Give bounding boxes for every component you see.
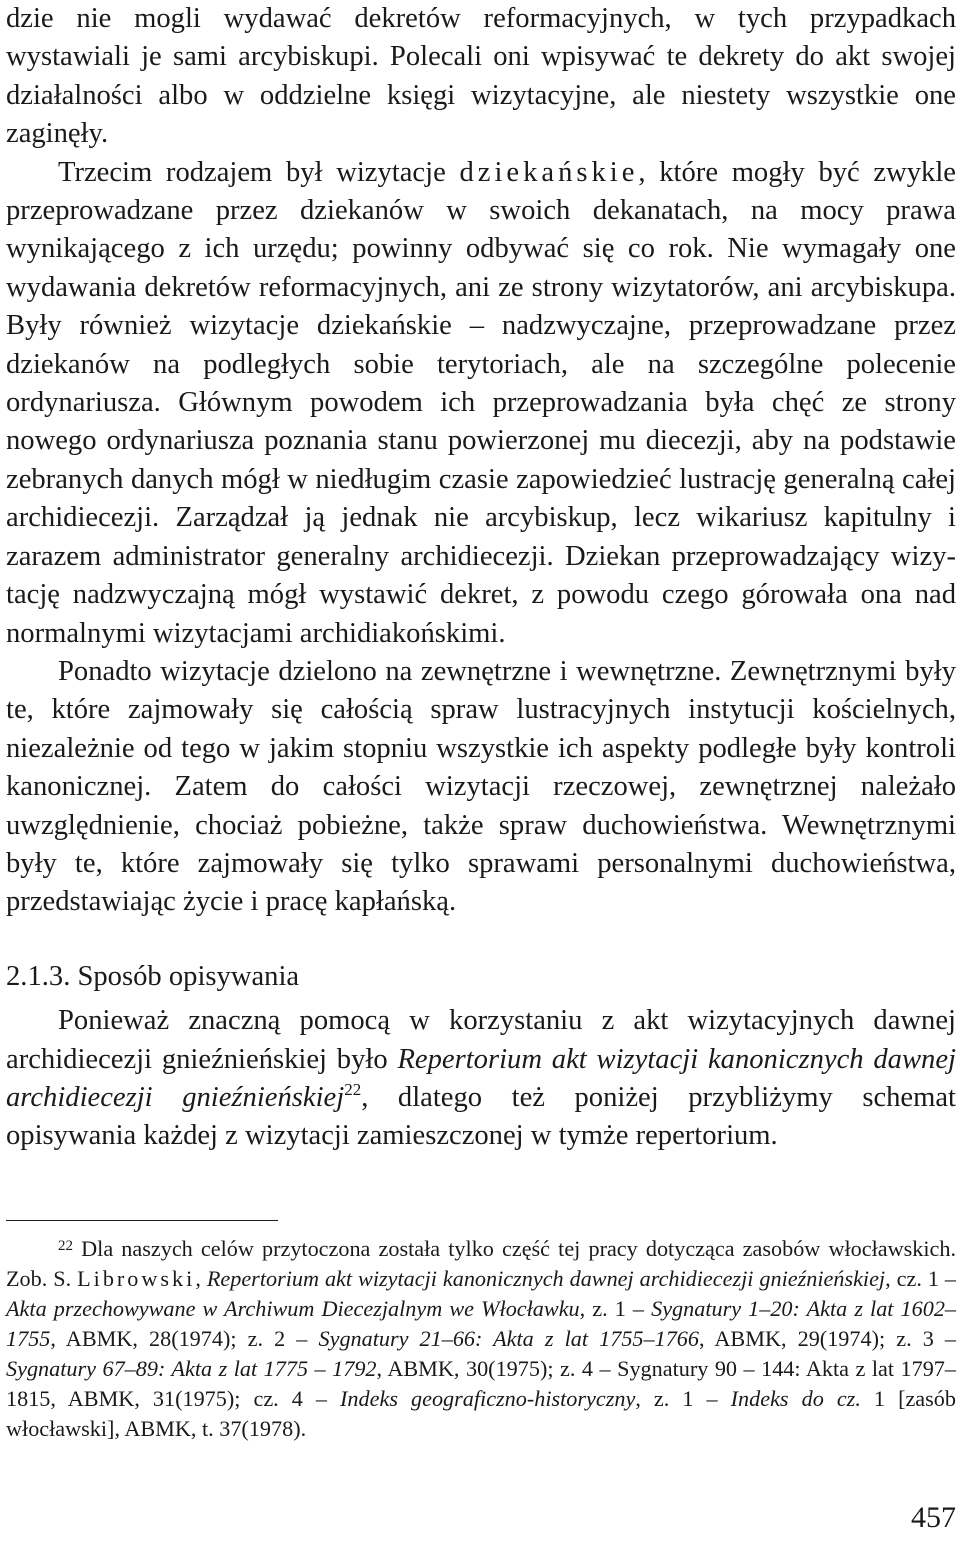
footnote-divider — [6, 1220, 278, 1221]
footnote-text: , cz. 1 – — [885, 1265, 956, 1291]
paragraph-text: Trzecim rodzajem był wizytacje — [58, 156, 460, 188]
footnote-text: , z. 1 – — [635, 1385, 731, 1411]
paragraph-text: , dlatego też poniżej przybliżymy schemat opisywania każdej z wizytacji zamieszczonej w tymże repertorium. — [6, 1081, 957, 1152]
footnote-text: , — [195, 1265, 207, 1291]
footnote-text: Dla naszych celów przytoczona została tylko część tej pracy dotycząca zasobów włocławskich. Zob. S. — [6, 1235, 956, 1291]
footnote-italic: Indeks do cz. — [730, 1385, 861, 1411]
footnote-italic: Akta przechowywane w Archiwum Diecezjalnym we Włocławku — [6, 1295, 580, 1321]
section-heading: 2.1.3. Sposób opisywania — [6, 960, 300, 992]
paragraph: Ponadto wizytacje dzielono na zewnętrzne i wewnętrzne. Zewnętrznymi były te, które zajmowały się całością spraw lustracyjnych instytucji kościelnych, niezależnie od tego w jakim stopniu wszystkie ich aspekty podległe były kontroli kanonicznej. Zatem do całości wizytacji rzeczowej, zewnętrznej należało uwzględnienie, chociaż pobieżne, także spraw duchowieństwa. Wewnętrznymi były te, które zajmowały się tylko sprawami personalnymi duchowieństwa, przedstawiając życie i pracę kapłańską. — [6, 655, 956, 918]
paragraph — [6, 154, 956, 653]
paragraph — [6, 1002, 956, 1156]
paragraph-text: Ponieważ znaczną pomocą w korzystaniu z akt wizytacyjnych dawnej archidiecezji gnieźnieńskiej było — [6, 1005, 956, 1075]
footnote-italic: Sygnatury 67–89: Akta z lat 1775 – 1792 — [6, 1355, 377, 1381]
footnote-author: Librowski — [77, 1265, 196, 1291]
body-text — [6, 0, 956, 1156]
footnote-text: , ABMK, 29(1974); z. 3 – — [698, 1325, 957, 1351]
footnote-text: 1 [zasób włocławski], ABMK, t. 37(1978). — [6, 1385, 956, 1441]
page-number: 457 — [911, 1501, 956, 1534]
footnote-italic: Indeks geograficzno-historyczny — [340, 1385, 636, 1411]
footnote-number: 22 — [58, 1237, 73, 1254]
footnote-italic: Sygnatury 21–66: Akta z lat 1755–1766 — [318, 1325, 699, 1351]
footnote — [6, 1231, 956, 1444]
spaced-term: dziekańskie — [459, 156, 639, 188]
footnote-ref[interactable]: 22 — [344, 1079, 362, 1099]
footnote-text: , ABMK, 28(1974); z. 2 – — [50, 1325, 319, 1351]
footnote-italic: Repertorium akt wizytacji kanonicznych dawnej archidiecezji gnieźnieńskiej — [206, 1265, 886, 1291]
paragraph: dzie nie mogli wydawać dekretów reformacyjnych, w tych przypadkach wystawiali je sami arcybiskupi. Polecali oni wpisywać te dekrety do akt swojej działalności albo w oddzielne księgi wizytacyjne, ale niestety wszystkie one zaginęły. — [6, 3, 956, 150]
footnote-text: , ABMK, 30(1975); z. 4 – Sygnatury 90 – 144: Akta z lat 1797–1815, ABMK, 31(1975); cz. 4 – — [6, 1355, 956, 1411]
footnote-italic: Sygnatury 1–20: Akta z lat 1602–1755 — [6, 1295, 957, 1351]
title-italic: Repertorium akt wizytacji kanonicznych dawnej archidiecezji gnieźnieńskiej — [6, 1043, 956, 1113]
footnote-text: , z. 1 – — [579, 1295, 652, 1321]
paragraph-text: , które mogły być zwykle przeprowadzane przez dziekanów w swoich dekanatach, na mocy prawa wynikającego z ich urzędu; powinny odbywać się co rok. Nie wymagały one wydawania dekretów reformacyjnych, ani ze strony wizytatorów, ani arcybiskupa. Były również wizytacje dziekańskie – nadzwyczajne, przeprowadzane przez dziekanów na podległych sobie terytoriach, ale na szczególne polecenie ordynariusza. Głównym powodem ich przeprowadzania była chęć ze strony nowego ordynariusza poznania stanu powierzonej mu diecezji, aby na podstawie zebranych danych mógł w niedługim czasie zapowiedzieć lustrację generalną całej archidiecezji. Zarządzał ją jednak nie arcybiskup, lecz wikariusz kapitulny i zarazem administrator generalny archidiecezji. Dziekan przeprowadzający wizytację nadzwyczajną mógł wystawić dekret, z powodu czego górowała ona nad normalnymi wizytacjami archidiakońskimi. — [6, 156, 956, 649]
